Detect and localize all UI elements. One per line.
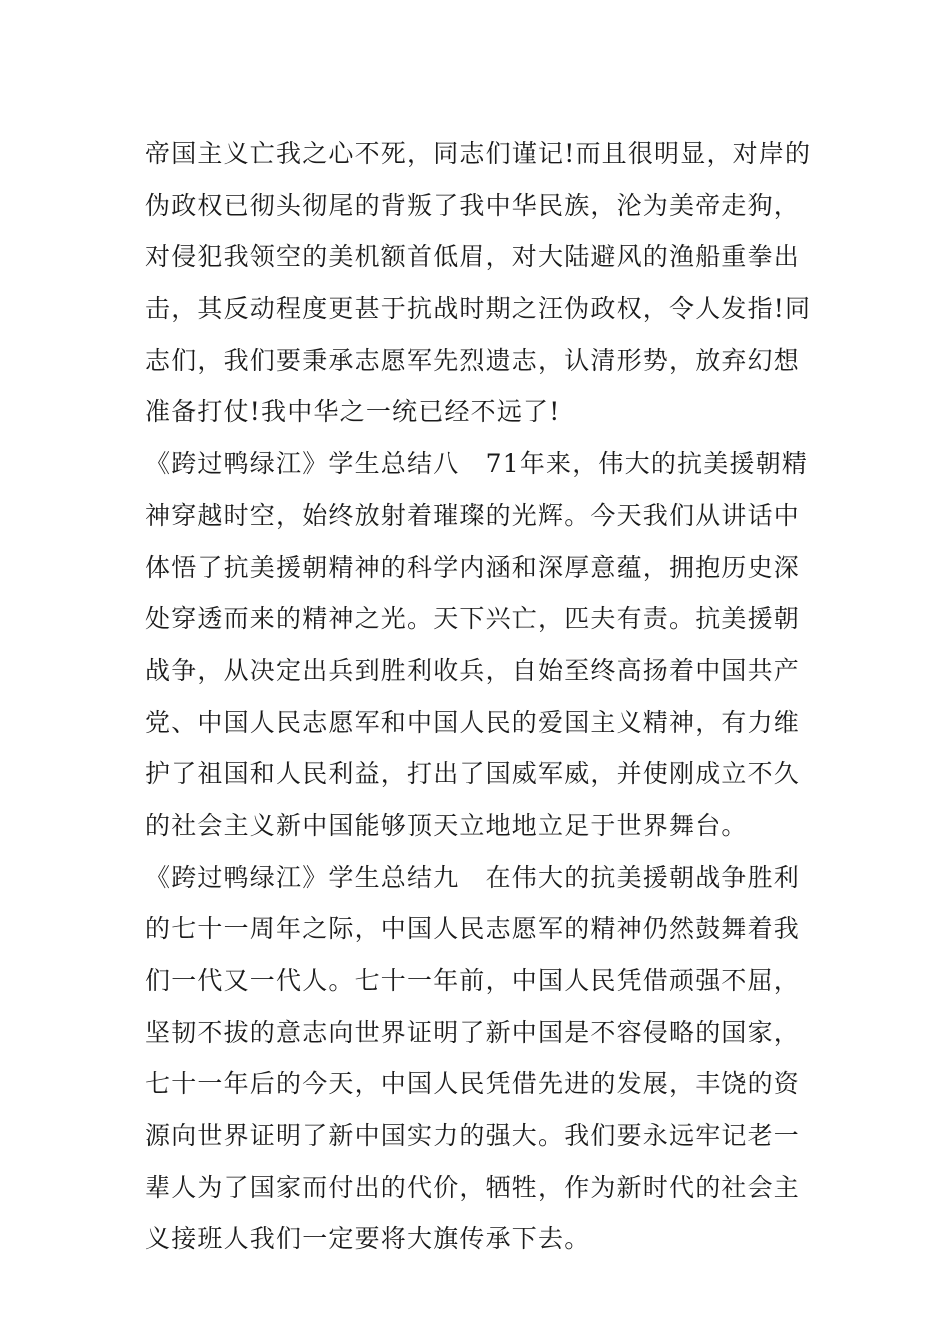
- text-line: 党、中国人民志愿军和中国人民的爱国主义精神，有力维: [145, 707, 801, 737]
- text-line: 源向世界证明了新中国实力的强大。我们要永远牢记老一: [145, 1121, 801, 1151]
- text-line: 志们，我们要秉承志愿军先烈遗志，认清形势，放弃幻想: [145, 345, 801, 375]
- text-line: 处穿透而来的精神之光。天下兴亡，匹夫有责。抗美援朝: [145, 604, 801, 634]
- text-line: 辈人为了国家而付出的代价，牺牲，作为新时代的社会主: [145, 1172, 801, 1202]
- text-line: 的七十一周年之际，中国人民志愿军的精神仍然鼓舞着我: [145, 914, 801, 944]
- text-line: 体悟了抗美援朝精神的科学内涵和深厚意蕴，拥抱历史深: [145, 552, 801, 582]
- text-line: 准备打仗!我中华之一统已经不远了!: [145, 397, 561, 427]
- text-line: 护了祖国和人民利益，打出了国威军威，并使刚成立不久: [145, 759, 801, 789]
- text-line: 的社会主义新中国能够顶天立地地立足于世界舞台。: [145, 810, 748, 840]
- section-heading-line: 《跨过鸭绿江》学生总结九 在伟大的抗美援朝战争胜利: [145, 862, 801, 892]
- text-line: 们一代又一代人。七十一年前，中国人民凭借顽强不屈，: [145, 966, 801, 995]
- text-line: 帝国主义亡我之心不死，同志们谨记!而且很明显，对岸的: [145, 139, 812, 168]
- text-line: 击，其反动程度更甚于抗战时期之汪伪政权，令人发指!同: [145, 294, 812, 324]
- text-line: 对侵犯我领空的美机额首低眉，对大陆避风的渔船重拳出: [145, 242, 801, 272]
- document-body: [145, 128, 815, 1265]
- text-line: 坚韧不拔的意志向世界证明了新中国是不容侵略的国家，: [145, 1017, 801, 1047]
- section-heading-line: 《跨过鸭绿江》学生总结八 71年来，伟大的抗美援朝精: [145, 449, 809, 479]
- text-line: 神穿越时空，始终放射着璀璨的光辉。今天我们从讲话中: [145, 500, 801, 530]
- text-line: 战争，从决定出兵到胜利收兵，自始至终高扬着中国共产: [145, 655, 801, 685]
- text-line: 义接班人我们一定要将大旗传承下去。: [145, 1224, 591, 1254]
- text-line: 伪政权已彻头彻尾的背叛了我中华民族，沦为美帝走狗，: [145, 190, 801, 220]
- text-line: 七十一年后的今天，中国人民凭借先进的发展，丰饶的资: [145, 1069, 801, 1099]
